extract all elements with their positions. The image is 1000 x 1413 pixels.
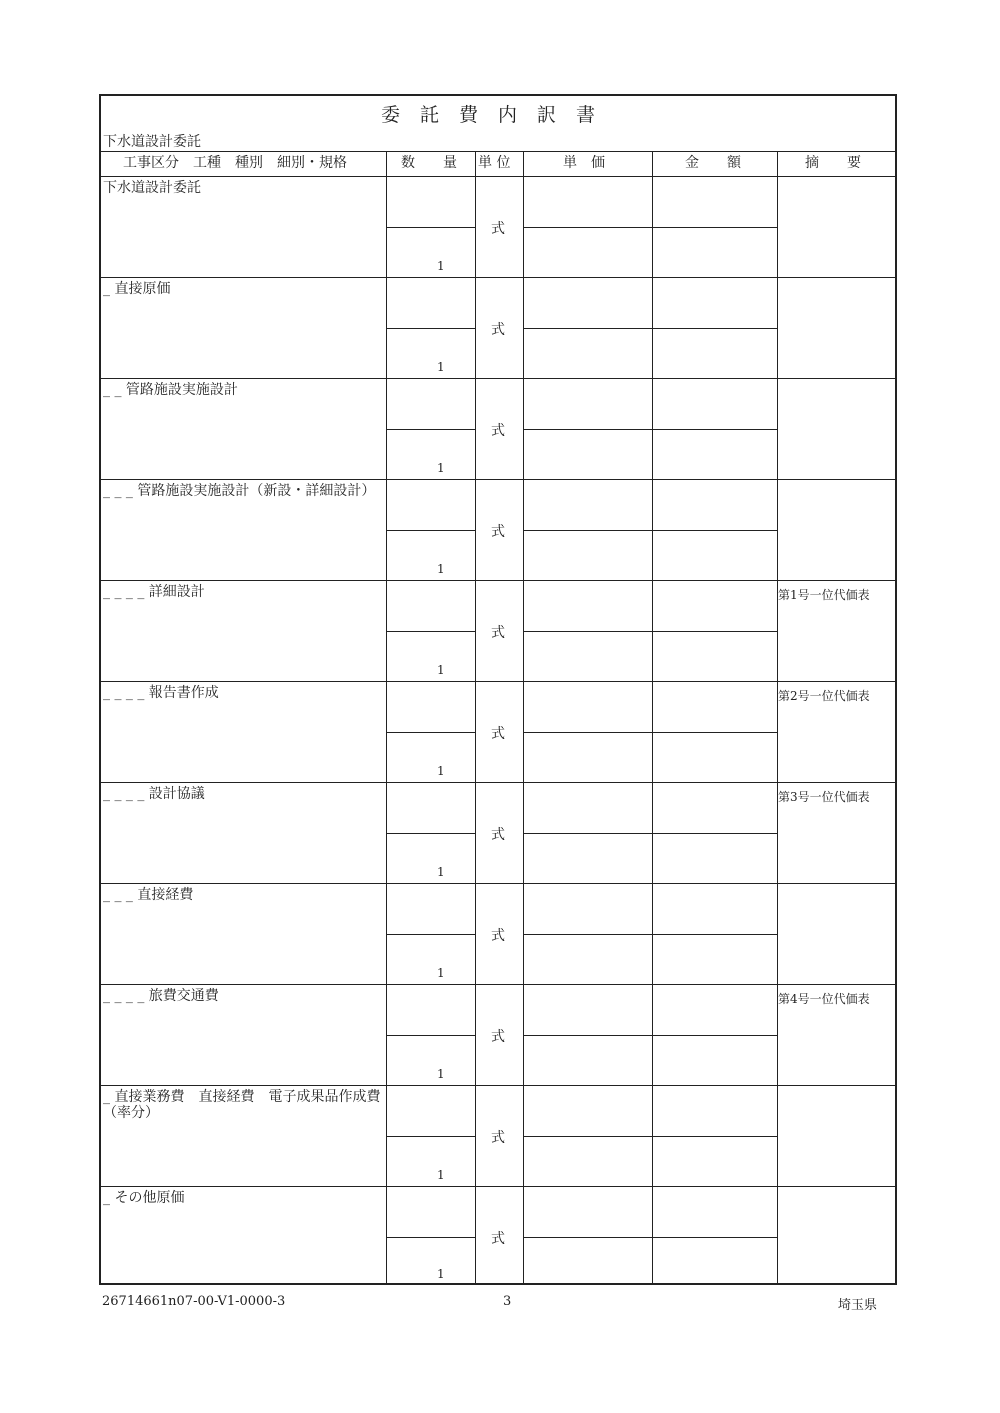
row-item-name: _ 直接業務費 直接経費 電子成果品作成費（率分）	[103, 1089, 381, 1121]
row-item-name: _ _ _ _ 詳細設計	[103, 584, 205, 600]
header-amount: 金 額	[685, 155, 741, 171]
row-item-name: _ _ _ _ 設計協議	[103, 786, 205, 802]
row-quantity: 1	[437, 865, 445, 879]
row-unit: 式	[491, 625, 505, 641]
row-quantity: 1	[437, 562, 445, 576]
row-unit: 式	[491, 524, 505, 540]
row-quantity: 1	[437, 360, 445, 374]
row-remarks: 第4号一位代価表	[778, 992, 870, 1006]
row-quantity: 1	[437, 1267, 445, 1281]
row-quantity: 1	[437, 461, 445, 475]
row-unit: 式	[491, 423, 505, 439]
col-divider-unit-price	[523, 151, 524, 1285]
row-unit: 式	[491, 322, 505, 338]
row-remarks: 第1号一位代価表	[778, 588, 870, 602]
row-unit: 式	[491, 1029, 505, 1045]
header-quantity: 数 量	[401, 155, 457, 171]
row-quantity: 1	[437, 663, 445, 677]
row-item-name: _ 直接原価	[103, 281, 171, 297]
row-unit: 式	[491, 221, 505, 237]
row-quantity: 1	[437, 259, 445, 273]
row-unit: 式	[491, 827, 505, 843]
row-quantity: 1	[437, 1067, 445, 1081]
row-item-name: _ _ _ _ 旅費交通費	[103, 988, 219, 1004]
issuer-name: 埼玉県	[838, 1298, 878, 1313]
row-unit: 式	[491, 726, 505, 742]
header-unit-price: 単 価	[563, 155, 605, 171]
row-remarks: 第3号一位代価表	[778, 790, 870, 804]
header-unit: 単 位	[478, 155, 511, 171]
row-item-name: _ その他原価	[103, 1190, 185, 1206]
row-quantity: 1	[437, 1168, 445, 1182]
header-item: 工事区分 工種 種別 細別・規格	[123, 155, 347, 171]
row-quantity: 1	[437, 966, 445, 980]
row-remarks: 第2号一位代価表	[778, 689, 870, 703]
document-title: 委託費内訳書	[380, 104, 615, 126]
row-quantity: 1	[437, 764, 445, 778]
col-divider-quantity	[386, 151, 387, 1285]
row-item-name: 下水道設計委託	[103, 180, 201, 196]
project-name: 下水道設計委託	[103, 134, 201, 150]
row-unit: 式	[491, 1231, 505, 1247]
page-number: 3	[503, 1294, 512, 1309]
row-item-name: _ _ _ 管路施設実施設計（新設・詳細設計）	[103, 483, 376, 499]
document-code: 26714661n07-00-V1-0000-3	[102, 1294, 286, 1309]
row-unit: 式	[491, 928, 505, 944]
row-item-name: _ _ _ 直接経費	[103, 887, 194, 903]
row-unit: 式	[491, 1130, 505, 1146]
col-divider-unit	[475, 151, 476, 1285]
col-divider-amount	[652, 151, 653, 1285]
header-bottom-border	[101, 176, 895, 177]
row-item-name: _ _ 管路施設実施設計	[103, 382, 238, 398]
header-remarks: 摘 要	[805, 155, 861, 171]
cost-breakdown-sheet	[99, 94, 897, 1285]
row-item-name: _ _ _ _ 報告書作成	[103, 685, 219, 701]
col-divider-remarks	[777, 151, 778, 1285]
